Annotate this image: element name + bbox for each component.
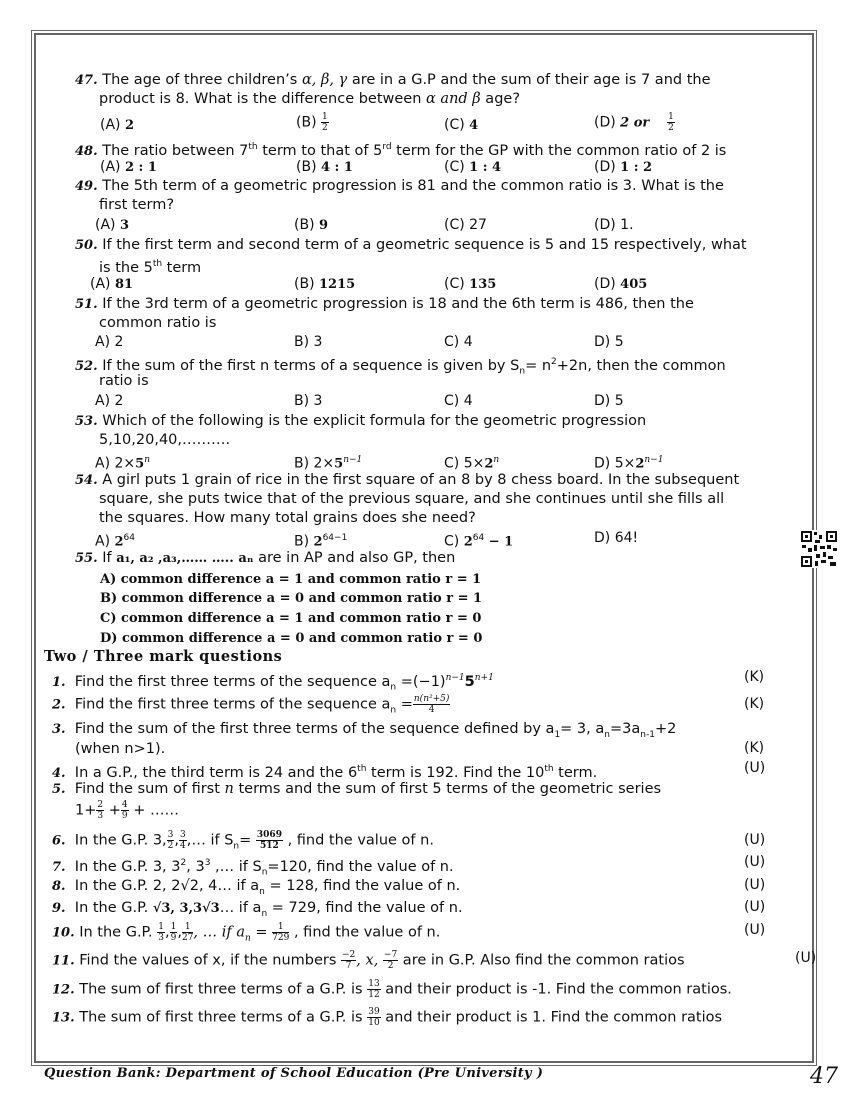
mark-q1: (K) bbox=[744, 669, 765, 685]
q48-option-d: (D) 1 : 2 bbox=[594, 159, 653, 175]
q52-line1: 52. If the sum of the first n terms of a sequence is given by $S_n= n^2+2n$, then the common bbox=[75, 357, 726, 377]
q48-option-c: (C) 1 : 4 bbox=[444, 159, 502, 175]
footer-text: Question Bank: Department of School Education (Pre University ) bbox=[44, 1066, 544, 1081]
mark-q6: (U) bbox=[744, 832, 766, 848]
mark-q11: (U) bbox=[795, 950, 817, 966]
q50-option-a: (A) 81 bbox=[90, 276, 134, 292]
short-q5-line2: 1+ $\frac{2}{3}$ + $\frac{4}{9}$ + …… bbox=[75, 800, 179, 821]
q55-option-c: C) common difference a = 1 and common ratio r = 0 bbox=[100, 611, 482, 626]
q54-option-b: B) $2^{64-1}$ bbox=[294, 533, 348, 550]
qr-code-icon bbox=[800, 530, 838, 568]
q54-line1: 54. A girl puts 1 grain of rice in the first square of an 8 by 8 chess board. In the subsequent bbox=[75, 472, 740, 488]
q49-line1: 49. The 5th term of a geometric progression is 81 and the common ratio is 3. What is the bbox=[75, 178, 724, 194]
short-q13: 13. The sum of first three terms of a G.P. is $\frac{39}{10}$ and their product is 1. Find the common ratios bbox=[52, 1007, 723, 1028]
q49-line2: first term? bbox=[99, 197, 175, 213]
q52-option-d: D) 5 bbox=[594, 393, 624, 409]
q50-line1: 50. If the first term and second term of a geometric sequence is 5 and 15 respectively, what bbox=[75, 237, 747, 253]
fraction: $\frac{1}{9}$ bbox=[170, 922, 177, 943]
q51-line1: 51. If the 3rd term of a geometric progression is 18 and the 6th term is 486, then the bbox=[75, 296, 694, 312]
q55-option-b: B) common difference a = 0 and common ratio r = 1 bbox=[100, 591, 483, 606]
fraction: $\frac{3}{2}$ bbox=[167, 830, 174, 851]
q47-line1: 47. The age of three children’s α, β, γ are in a G.P and the sum of their age is 7 and the bbox=[75, 72, 711, 88]
fraction: $\frac{1}{3}$ bbox=[158, 922, 164, 943]
q47-option-a: (A) 2 bbox=[100, 117, 134, 133]
fraction: $\frac{1}{729}$ bbox=[272, 922, 290, 943]
short-q1: 1. Find the first three terms of the sequence $a_n =(-1)^{n-1}5^{n+1}$ bbox=[52, 673, 494, 693]
q54-option-a: A) $2^{64}$ bbox=[95, 533, 135, 550]
mark-q4: (U) bbox=[744, 760, 766, 776]
q49-option-b: (B) 9 bbox=[294, 217, 329, 233]
q55-line1: 55. If a₁, a₂ ,a₃,…… ….. aₙ are in AP and also GP, then bbox=[75, 550, 456, 566]
q52-option-b: B) 3 bbox=[294, 393, 323, 409]
mark-q2: (K) bbox=[744, 696, 765, 712]
q50-option-d: (D) 405 bbox=[594, 276, 648, 292]
q49-option-c: (C) 27 bbox=[444, 217, 487, 233]
fraction: $\frac{1}{2}$ bbox=[321, 112, 328, 133]
q53-option-c: C) $5\times 2^n$ bbox=[444, 455, 500, 472]
section-heading: Two / Three mark questions bbox=[44, 648, 283, 665]
short-q6: 6. In the G.P. 3, $\frac{3}{2}$ , $\frac{3}{4}$ ,… if $S_n=$ $\frac{3069}{512}$ , find the value of n. bbox=[52, 830, 434, 852]
q55-option-a: A) common difference a = 1 and common ratio r = 1 bbox=[100, 572, 482, 587]
mark-q10: (U) bbox=[744, 922, 766, 938]
short-q12: 12. The sum of first three terms of a G.P. is $\frac{13}{12}$ and their product is -1. Find the common ratios. bbox=[52, 979, 732, 1000]
q48-line1: 48. The ratio between 7th term to that of 5rd term for the GP with the common ratio of 2 is bbox=[75, 142, 727, 159]
q48-option-b: (B) 4 : 1 bbox=[296, 159, 353, 175]
fraction: $\frac{3}{4}$ bbox=[180, 830, 186, 851]
q53-option-b: B) $2\times 5^{n-1}$ bbox=[294, 455, 363, 472]
short-q3-line1: 3. Find the sum of the first three terms of the sequence defined by $a_1= 3$, $a_n=3a_{n-1}+2$ bbox=[52, 721, 677, 740]
q48-option-a: (A) 2 : 1 bbox=[100, 159, 157, 175]
q53-line1: 53. Which of the following is the explicit formula for the geometric progression bbox=[75, 413, 647, 429]
q54-line2: square, she puts twice that of the previous square, and she continues until she fills all bbox=[99, 491, 725, 507]
fraction: $\frac{39}{10}$ bbox=[368, 1007, 380, 1028]
q53-option-a: A) $2\times 5^n$ bbox=[95, 455, 150, 472]
short-q9: 9. In the G.P. √3, 3,3√3… if $a_n = 729$, find the value of n. bbox=[52, 900, 463, 919]
q47-option-b: (B) $\frac{1}{2}$ bbox=[296, 112, 328, 133]
q51-option-d: D) 5 bbox=[594, 334, 624, 350]
short-q3-line2: (when n>1). bbox=[75, 741, 166, 757]
fraction: $\frac{2}{3}$ bbox=[97, 800, 104, 821]
fraction: $\frac{-2}{7}$ bbox=[342, 950, 356, 971]
fraction: $\frac{4}{9}$ bbox=[121, 800, 128, 821]
fraction: $\frac{1}{27}$ bbox=[181, 922, 194, 943]
q47-option-c: (C) 4 bbox=[444, 117, 479, 133]
short-q4: 4. In a G.P., the third term is 24 and the 6th term is 192. Find the 10th term. bbox=[52, 764, 598, 781]
short-q2: 2. Find the first three terms of the sequence $a_n$ = $\frac{\text{n(n²+5)}}{4}$ bbox=[52, 694, 450, 716]
q49-option-a: (A) 3 bbox=[95, 217, 129, 233]
q51-line2: common ratio is bbox=[99, 315, 217, 331]
q54-option-d: D) 64! bbox=[594, 530, 639, 546]
q51-option-a: A) 2 bbox=[95, 334, 124, 350]
mark-q8: (U) bbox=[744, 877, 766, 893]
q55-option-d: D) common difference a = 0 and common ratio r = 0 bbox=[100, 631, 483, 646]
q49-option-d: (D) 1. bbox=[594, 217, 634, 233]
q54-option-c: C) $2^{64} - 1$ bbox=[444, 533, 514, 550]
page-number: 47 bbox=[810, 1064, 838, 1089]
q52-line2: ratio is bbox=[99, 373, 149, 389]
q51-option-b: B) 3 bbox=[294, 334, 323, 350]
q50-option-c: (C) 135 bbox=[444, 276, 497, 292]
q50-option-b: (B) 1215 bbox=[294, 276, 356, 292]
q51-option-c: C) 4 bbox=[444, 334, 473, 350]
short-q7: 7. In the G.P. 3, $3^2$, $3^3$ ,… if $S_n=120$, find the value of n. bbox=[52, 858, 454, 878]
q52-option-a: A) 2 bbox=[95, 393, 124, 409]
fraction: $\frac{3069}{512}$ bbox=[256, 830, 282, 851]
q52-option-c: C) 4 bbox=[444, 393, 473, 409]
mark-q3: (K) bbox=[744, 740, 765, 756]
fraction: $\frac{13}{12}$ bbox=[368, 979, 380, 1000]
q47-option-d: (D) 2 or $\frac{1}{2}$ bbox=[594, 112, 674, 133]
q53-line2: 5,10,20,40,………. bbox=[99, 432, 231, 448]
mark-q9: (U) bbox=[744, 899, 766, 915]
short-q11: 11. Find the values of x, if the numbers $\frac{-2}{7}$ , x, $\frac{-7}{2}$ are in G.P. Also find the common ratios bbox=[52, 950, 685, 971]
fraction: $\frac{\text{n(n²+5)}}{4}$ bbox=[413, 694, 450, 715]
q54-line3: the squares. How many total grains does she need? bbox=[99, 510, 476, 526]
mark-q7: (U) bbox=[744, 854, 766, 870]
q53-option-d: D) $5\times 2^{n-1}$ bbox=[594, 455, 664, 472]
q47-line2: product is 8. What is the difference between α and β age? bbox=[99, 91, 521, 107]
short-q8: 8. In the G.P. 2, 2√2, 4… if $a_n = 128$, find the value of n. bbox=[52, 878, 461, 897]
fraction: $\frac{-7}{2}$ bbox=[383, 950, 398, 971]
short-q5-line1: 5. Find the sum of first n terms and the sum of first 5 terms of the geometric series bbox=[52, 781, 662, 797]
q50-line2: is the 5th term bbox=[99, 259, 202, 276]
short-q10: 10. In the G.P. $\frac{1}{3}$ , $\frac{1}{9}$ , $\frac{1}{27}$ , … if $a_n$ = $\frac{1}{729}$ , find the value of n. bbox=[52, 922, 441, 944]
fraction: $\frac{1}{2}$ bbox=[668, 112, 674, 133]
